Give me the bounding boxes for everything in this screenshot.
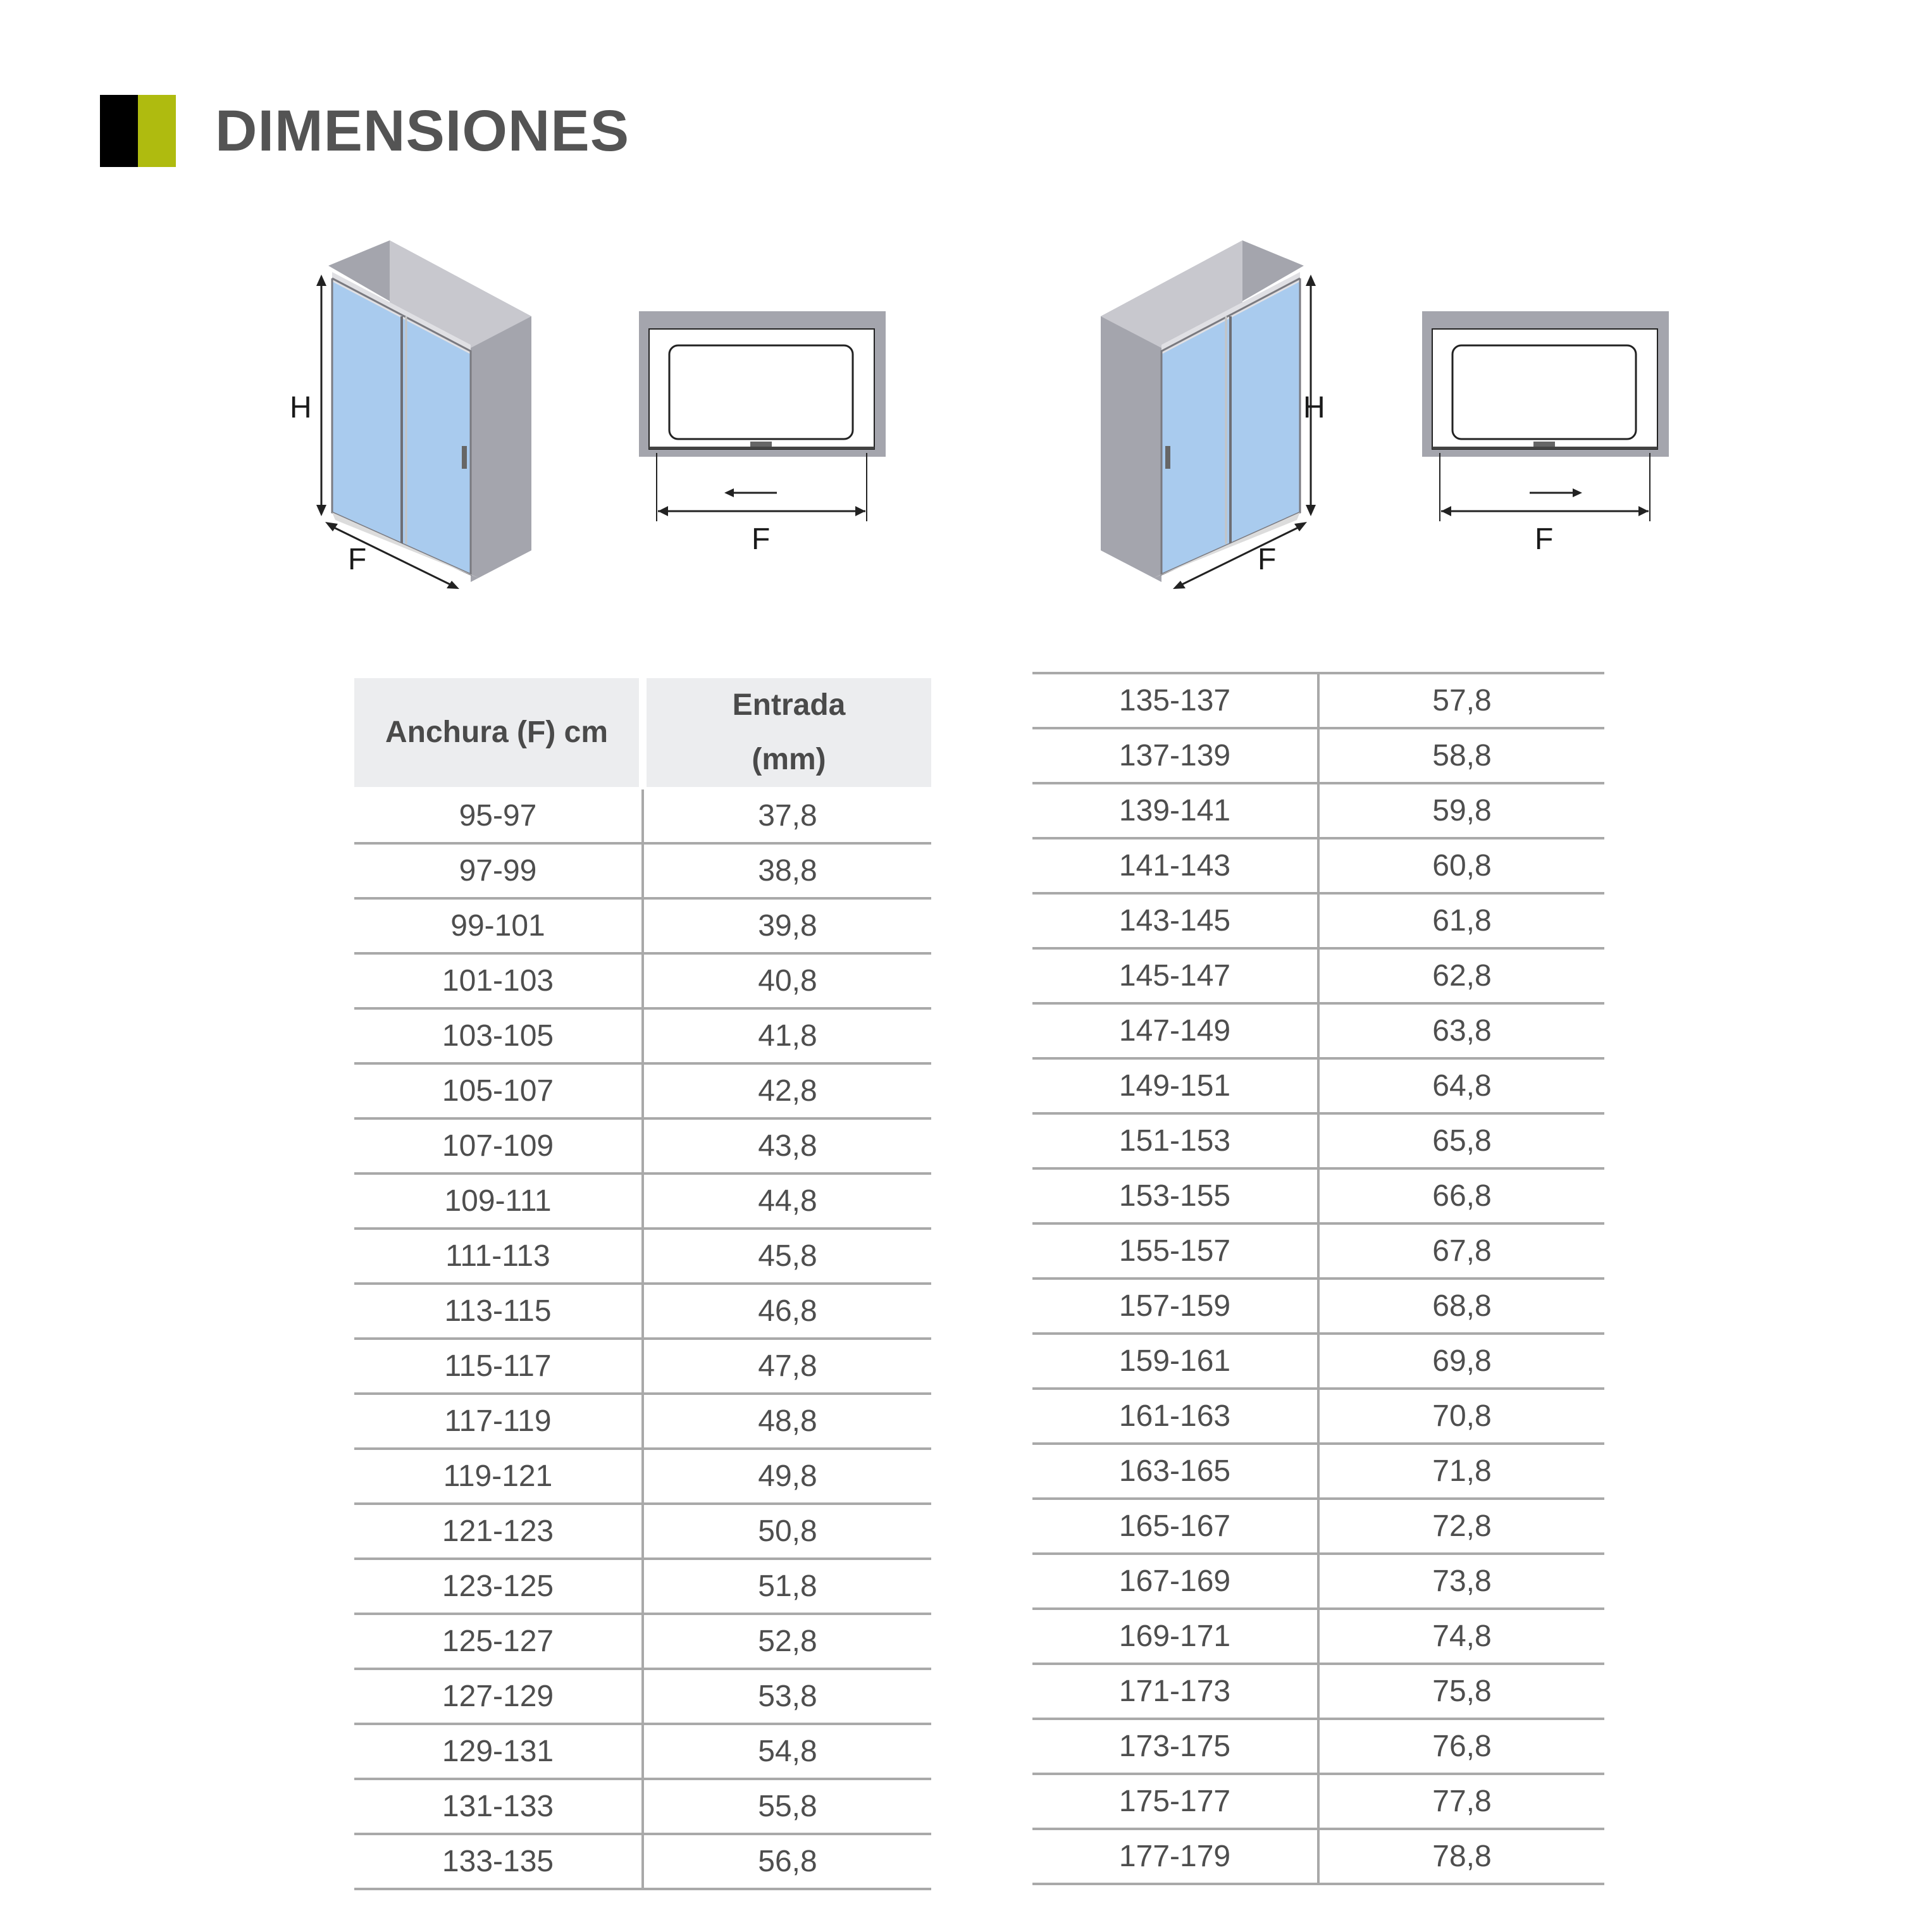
table-row (354, 788, 931, 843)
entry-value-cell: 77,8 (1318, 1774, 1604, 1829)
table-row (1032, 1223, 1604, 1279)
entry-value-cell: 78,8 (1318, 1829, 1604, 1884)
entry-value-cell: 53,8 (643, 1669, 931, 1724)
dimensions-table-left (354, 678, 931, 1890)
title-color-mark (100, 95, 176, 167)
entry-value-cell: 70,8 (1318, 1389, 1604, 1444)
entry-value-cell: 66,8 (1318, 1168, 1604, 1223)
width-range-cell: 177-179 (1032, 1829, 1318, 1884)
width-range-cell: 127-129 (354, 1669, 643, 1724)
table-row (1032, 838, 1604, 893)
width-range-cell: 95-97 (354, 788, 643, 843)
width-range-cell: 123-125 (354, 1559, 643, 1614)
right-plan-f-label: F (1535, 523, 1554, 556)
entry-value-cell: 74,8 (1318, 1609, 1604, 1664)
entry-value-cell: 75,8 (1318, 1664, 1604, 1719)
table-row (354, 1449, 931, 1504)
entry-value-cell: 65,8 (1318, 1113, 1604, 1168)
header-width: Anchura (F) cm (354, 678, 643, 788)
width-range-cell: 133-135 (354, 1834, 643, 1889)
table-row (1032, 1389, 1604, 1444)
width-range-cell: 113-115 (354, 1284, 643, 1339)
table-row (1032, 893, 1604, 948)
entry-value-cell: 41,8 (643, 1008, 931, 1063)
title-mark-green (138, 95, 176, 167)
width-range-cell: 99-101 (354, 898, 643, 953)
table-row (1032, 1168, 1604, 1223)
width-range-cell: 153-155 (1032, 1168, 1318, 1223)
entry-value-cell: 63,8 (1318, 1003, 1604, 1058)
entry-value-cell: 61,8 (1318, 893, 1604, 948)
entry-value-cell: 67,8 (1318, 1223, 1604, 1279)
width-range-cell: 121-123 (354, 1504, 643, 1559)
table-row (354, 1504, 931, 1559)
table-row (354, 1118, 931, 1173)
width-range-cell: 161-163 (1032, 1389, 1318, 1444)
table-row (1032, 1334, 1604, 1389)
entry-value-cell: 38,8 (643, 843, 931, 898)
left-iso-diagram (272, 228, 557, 607)
entry-value-cell: 49,8 (643, 1449, 931, 1504)
width-range-cell: 173-175 (1032, 1719, 1318, 1774)
entry-value-cell: 37,8 (643, 788, 931, 843)
width-range-cell: 131-133 (354, 1779, 643, 1834)
width-range-cell: 103-105 (354, 1008, 643, 1063)
entry-value-cell: 43,8 (643, 1118, 931, 1173)
width-range-cell: 167-169 (1032, 1554, 1318, 1609)
table-row (354, 1229, 931, 1284)
page-title: DIMENSIONES (215, 99, 630, 163)
width-range-cell: 105-107 (354, 1063, 643, 1118)
width-range-cell: 143-145 (1032, 893, 1318, 948)
left-iso-f-label: F (348, 543, 367, 576)
table-row (1032, 783, 1604, 838)
table-row (354, 1834, 931, 1889)
table-row (1032, 1444, 1604, 1499)
table-row (1032, 1499, 1604, 1554)
width-range-cell: 135-137 (1032, 673, 1318, 728)
width-range-cell: 129-131 (354, 1724, 643, 1779)
entry-value-cell: 73,8 (1318, 1554, 1604, 1609)
entry-value-cell: 47,8 (643, 1339, 931, 1394)
entry-value-cell: 54,8 (643, 1724, 931, 1779)
width-range-cell: 141-143 (1032, 838, 1318, 893)
table-row (1032, 1774, 1604, 1829)
width-range-cell: 169-171 (1032, 1609, 1318, 1664)
header-entry-line1: Entrada (732, 688, 846, 722)
entry-value-cell: 57,8 (1318, 673, 1604, 728)
width-range-cell: 149-151 (1032, 1058, 1318, 1113)
table-row (1032, 1829, 1604, 1884)
entry-value-cell: 42,8 (643, 1063, 931, 1118)
width-range-cell: 147-149 (1032, 1003, 1318, 1058)
table-row (354, 1339, 931, 1394)
table-row (1032, 1664, 1604, 1719)
width-range-cell: 111-113 (354, 1229, 643, 1284)
table-row (1032, 1279, 1604, 1334)
table-row (354, 843, 931, 898)
right-iso-f-label: F (1258, 543, 1277, 576)
table-row (354, 1284, 931, 1339)
entry-value-cell: 68,8 (1318, 1279, 1604, 1334)
table-row (354, 1779, 931, 1834)
entry-value-cell: 55,8 (643, 1779, 931, 1834)
table-right-body (1032, 673, 1604, 1884)
entry-value-cell: 72,8 (1318, 1499, 1604, 1554)
entry-value-cell: 50,8 (643, 1504, 931, 1559)
entry-value-cell: 46,8 (643, 1284, 931, 1339)
width-range-cell: 157-159 (1032, 1279, 1318, 1334)
entry-value-cell: 58,8 (1318, 728, 1604, 783)
width-range-cell: 115-117 (354, 1339, 643, 1394)
width-range-cell: 125-127 (354, 1614, 643, 1669)
entry-value-cell: 39,8 (643, 898, 931, 953)
table-row (354, 898, 931, 953)
width-range-cell: 175-177 (1032, 1774, 1318, 1829)
dimensions-table-right (1032, 672, 1604, 1885)
table-row (1032, 728, 1604, 783)
entry-value-cell: 60,8 (1318, 838, 1604, 893)
width-range-cell: 139-141 (1032, 783, 1318, 838)
left-plan-f-label: F (752, 523, 771, 556)
table-row (1032, 948, 1604, 1003)
width-range-cell: 137-139 (1032, 728, 1318, 783)
width-range-cell: 145-147 (1032, 948, 1318, 1003)
table-header-row (354, 678, 931, 788)
table-row (354, 1614, 931, 1669)
width-range-cell: 159-161 (1032, 1334, 1318, 1389)
table-row (1032, 1003, 1604, 1058)
width-range-cell: 97-99 (354, 843, 643, 898)
entry-value-cell: 76,8 (1318, 1719, 1604, 1774)
header-entry (643, 678, 931, 788)
entry-value-cell: 59,8 (1318, 783, 1604, 838)
entry-value-cell: 52,8 (643, 1614, 931, 1669)
table-row (1032, 1609, 1604, 1664)
table-row (354, 1008, 931, 1063)
table-row (1032, 1113, 1604, 1168)
table-row (354, 953, 931, 1008)
table-row (354, 1173, 931, 1229)
entry-value-cell: 62,8 (1318, 948, 1604, 1003)
width-range-cell: 151-153 (1032, 1113, 1318, 1168)
entry-value-cell: 40,8 (643, 953, 931, 1008)
entry-value-cell: 56,8 (643, 1834, 931, 1889)
width-range-cell: 107-109 (354, 1118, 643, 1173)
table-left-body (354, 788, 931, 1889)
width-range-cell: 117-119 (354, 1394, 643, 1449)
width-range-cell: 109-111 (354, 1173, 643, 1229)
right-iso-h-label: H (1303, 391, 1325, 424)
entry-value-cell: 51,8 (643, 1559, 931, 1614)
table-row (354, 1394, 931, 1449)
entry-value-cell: 64,8 (1318, 1058, 1604, 1113)
table-row (1032, 1554, 1604, 1609)
table-row (354, 1063, 931, 1118)
entry-value-cell: 71,8 (1318, 1444, 1604, 1499)
table-row (1032, 673, 1604, 728)
width-range-cell: 171-173 (1032, 1664, 1318, 1719)
table-row (1032, 1058, 1604, 1113)
width-range-cell: 155-157 (1032, 1223, 1318, 1279)
entry-value-cell: 45,8 (643, 1229, 931, 1284)
table-row (354, 1669, 931, 1724)
left-iso-h-label: H (290, 391, 312, 424)
entry-value-cell: 44,8 (643, 1173, 931, 1229)
right-iso-diagram (1075, 228, 1360, 607)
entry-value-cell: 48,8 (643, 1394, 931, 1449)
left-plan-diagram (626, 228, 898, 557)
header-entry-line2: (mm) (752, 743, 826, 776)
entry-value-cell: 69,8 (1318, 1334, 1604, 1389)
width-range-cell: 101-103 (354, 953, 643, 1008)
table-row (354, 1724, 931, 1779)
table-row (354, 1559, 931, 1614)
title-mark-black (100, 95, 138, 167)
right-plan-diagram (1409, 228, 1681, 557)
width-range-cell: 119-121 (354, 1449, 643, 1504)
table-row (1032, 1719, 1604, 1774)
width-range-cell: 163-165 (1032, 1444, 1318, 1499)
width-range-cell: 165-167 (1032, 1499, 1318, 1554)
